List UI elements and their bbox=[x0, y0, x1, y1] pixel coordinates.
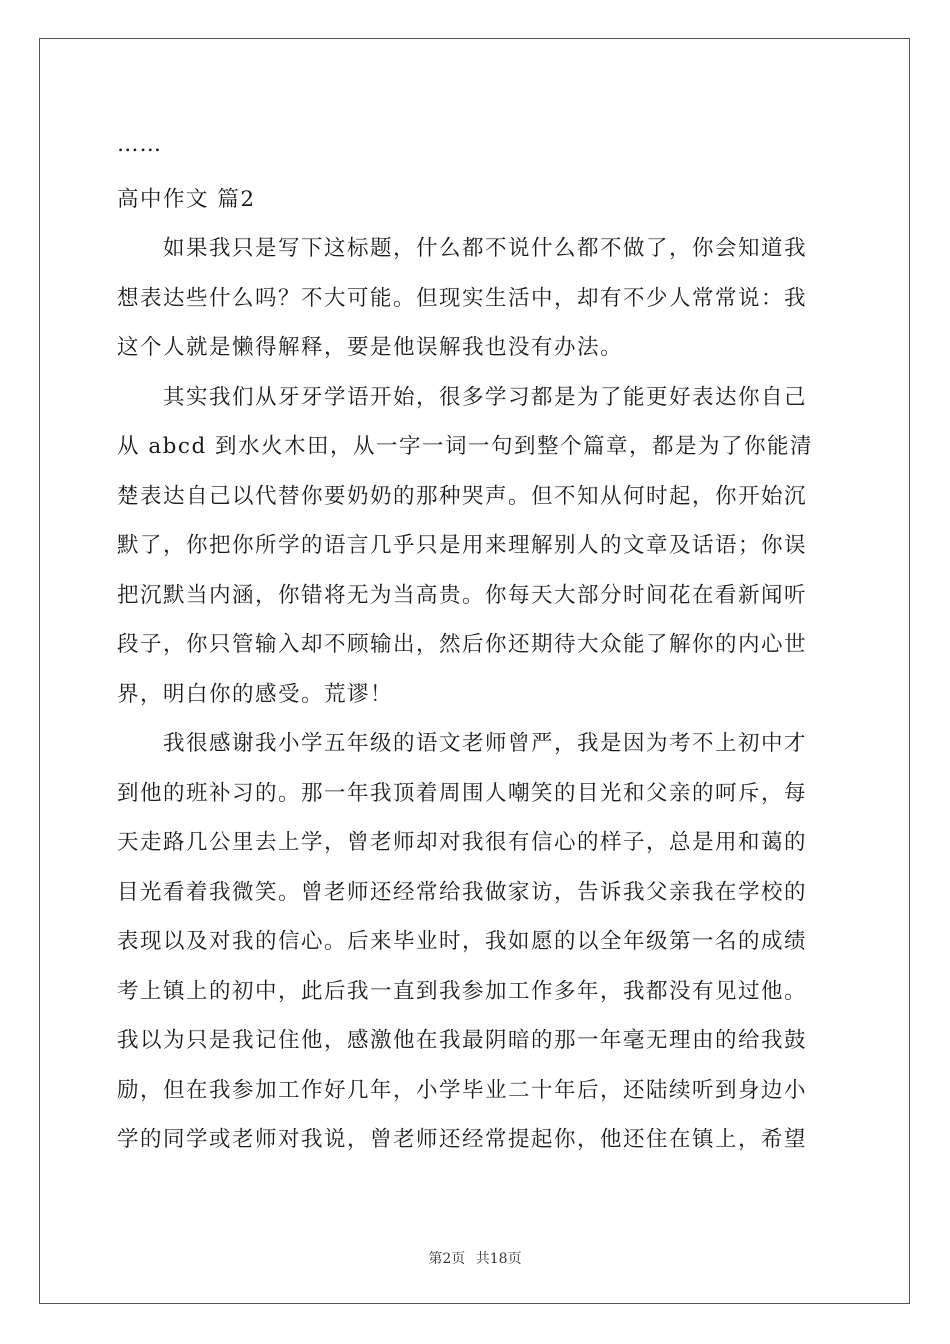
paragraph-line: 把沉默当内涵，你错将无为当高贵。你每天大部分时间花在看新闻听 bbox=[117, 582, 808, 608]
paragraph-line: 天走路几公里去上学，曾老师却对我很有信心的样子，总是用和蔼的 bbox=[117, 830, 808, 855]
paragraph-line: 励，但在我参加工作好几年，小学毕业二十年后，还陆续听到身边小 bbox=[117, 1077, 808, 1103]
ellipsis-text: …… bbox=[117, 132, 162, 157]
paragraph-line: 我很感谢我小学五年级的语文老师曾严，我是因为考不上初中才 bbox=[163, 731, 808, 756]
paragraph-line: 其实我们从牙牙学语开始，很多学习都是为了能更好表达你自己 bbox=[163, 384, 808, 410]
total-pages: 共18页 bbox=[475, 1251, 522, 1267]
paragraph-line: 表现以及对我的信心。后来毕业时，我如愿的以全年级第一名的成绩 bbox=[117, 929, 808, 954]
paragraph-line: 界，明白你的感受。荒谬！ bbox=[117, 681, 394, 707]
paragraph-2 bbox=[117, 373, 833, 720]
paragraph-1 bbox=[117, 224, 833, 373]
paragraph-line: 到他的班补习的。那一年我顶着周围人嘲笑的目光和父亲的呵斥，每 bbox=[117, 780, 808, 806]
paragraph-line: 默了，你把你所学的语言几乎只是用来理解别人的文章及话语；你误 bbox=[117, 533, 808, 558]
document-body bbox=[117, 125, 833, 1165]
page-number: 第2页 bbox=[428, 1251, 466, 1267]
paragraph-3 bbox=[117, 719, 833, 1165]
paragraph-line: 从 abcd 到水火木田，从一字一词一句到整个篇章，都是为了你能清 bbox=[117, 434, 814, 459]
paragraph-line: 如果我只是写下这标题，什么都不说什么都不做了，你会知道我 bbox=[163, 236, 808, 261]
paragraph-line: 这个人就是懒得解释，要是他误解我也没有办法。 bbox=[117, 335, 624, 360]
paragraph-line: 考上镇上的初中，此后我一直到我参加工作多年，我都没有见过他。 bbox=[117, 978, 808, 1004]
paragraph-line: 目光看着我微笑。曾老师还经常给我做家访，告诉我父亲我在学校的 bbox=[117, 879, 808, 905]
paragraph-line: 学的同学或老师对我说，曾老师还经常提起你，他还住在镇上，希望 bbox=[117, 1127, 808, 1152]
paragraph-line: 楚表达自己以代替你要奶奶的那种哭声。但不知从何时起，你开始沉 bbox=[117, 483, 808, 509]
essay-heading: 高中作文 篇2 bbox=[117, 186, 256, 212]
paragraph-line: 段子，你只管输入却不顾输出，然后你还期待大众能了解你的内心世 bbox=[117, 632, 808, 657]
paragraph-line: 想表达些什么吗？不大可能。但现实生活中，却有不少人常常说：我 bbox=[117, 285, 808, 311]
paragraph-line: 我以为只是我记住他，感激他在我最阴暗的那一年毫无理由的给我鼓 bbox=[117, 1028, 808, 1053]
page-footer bbox=[0, 1248, 950, 1268]
